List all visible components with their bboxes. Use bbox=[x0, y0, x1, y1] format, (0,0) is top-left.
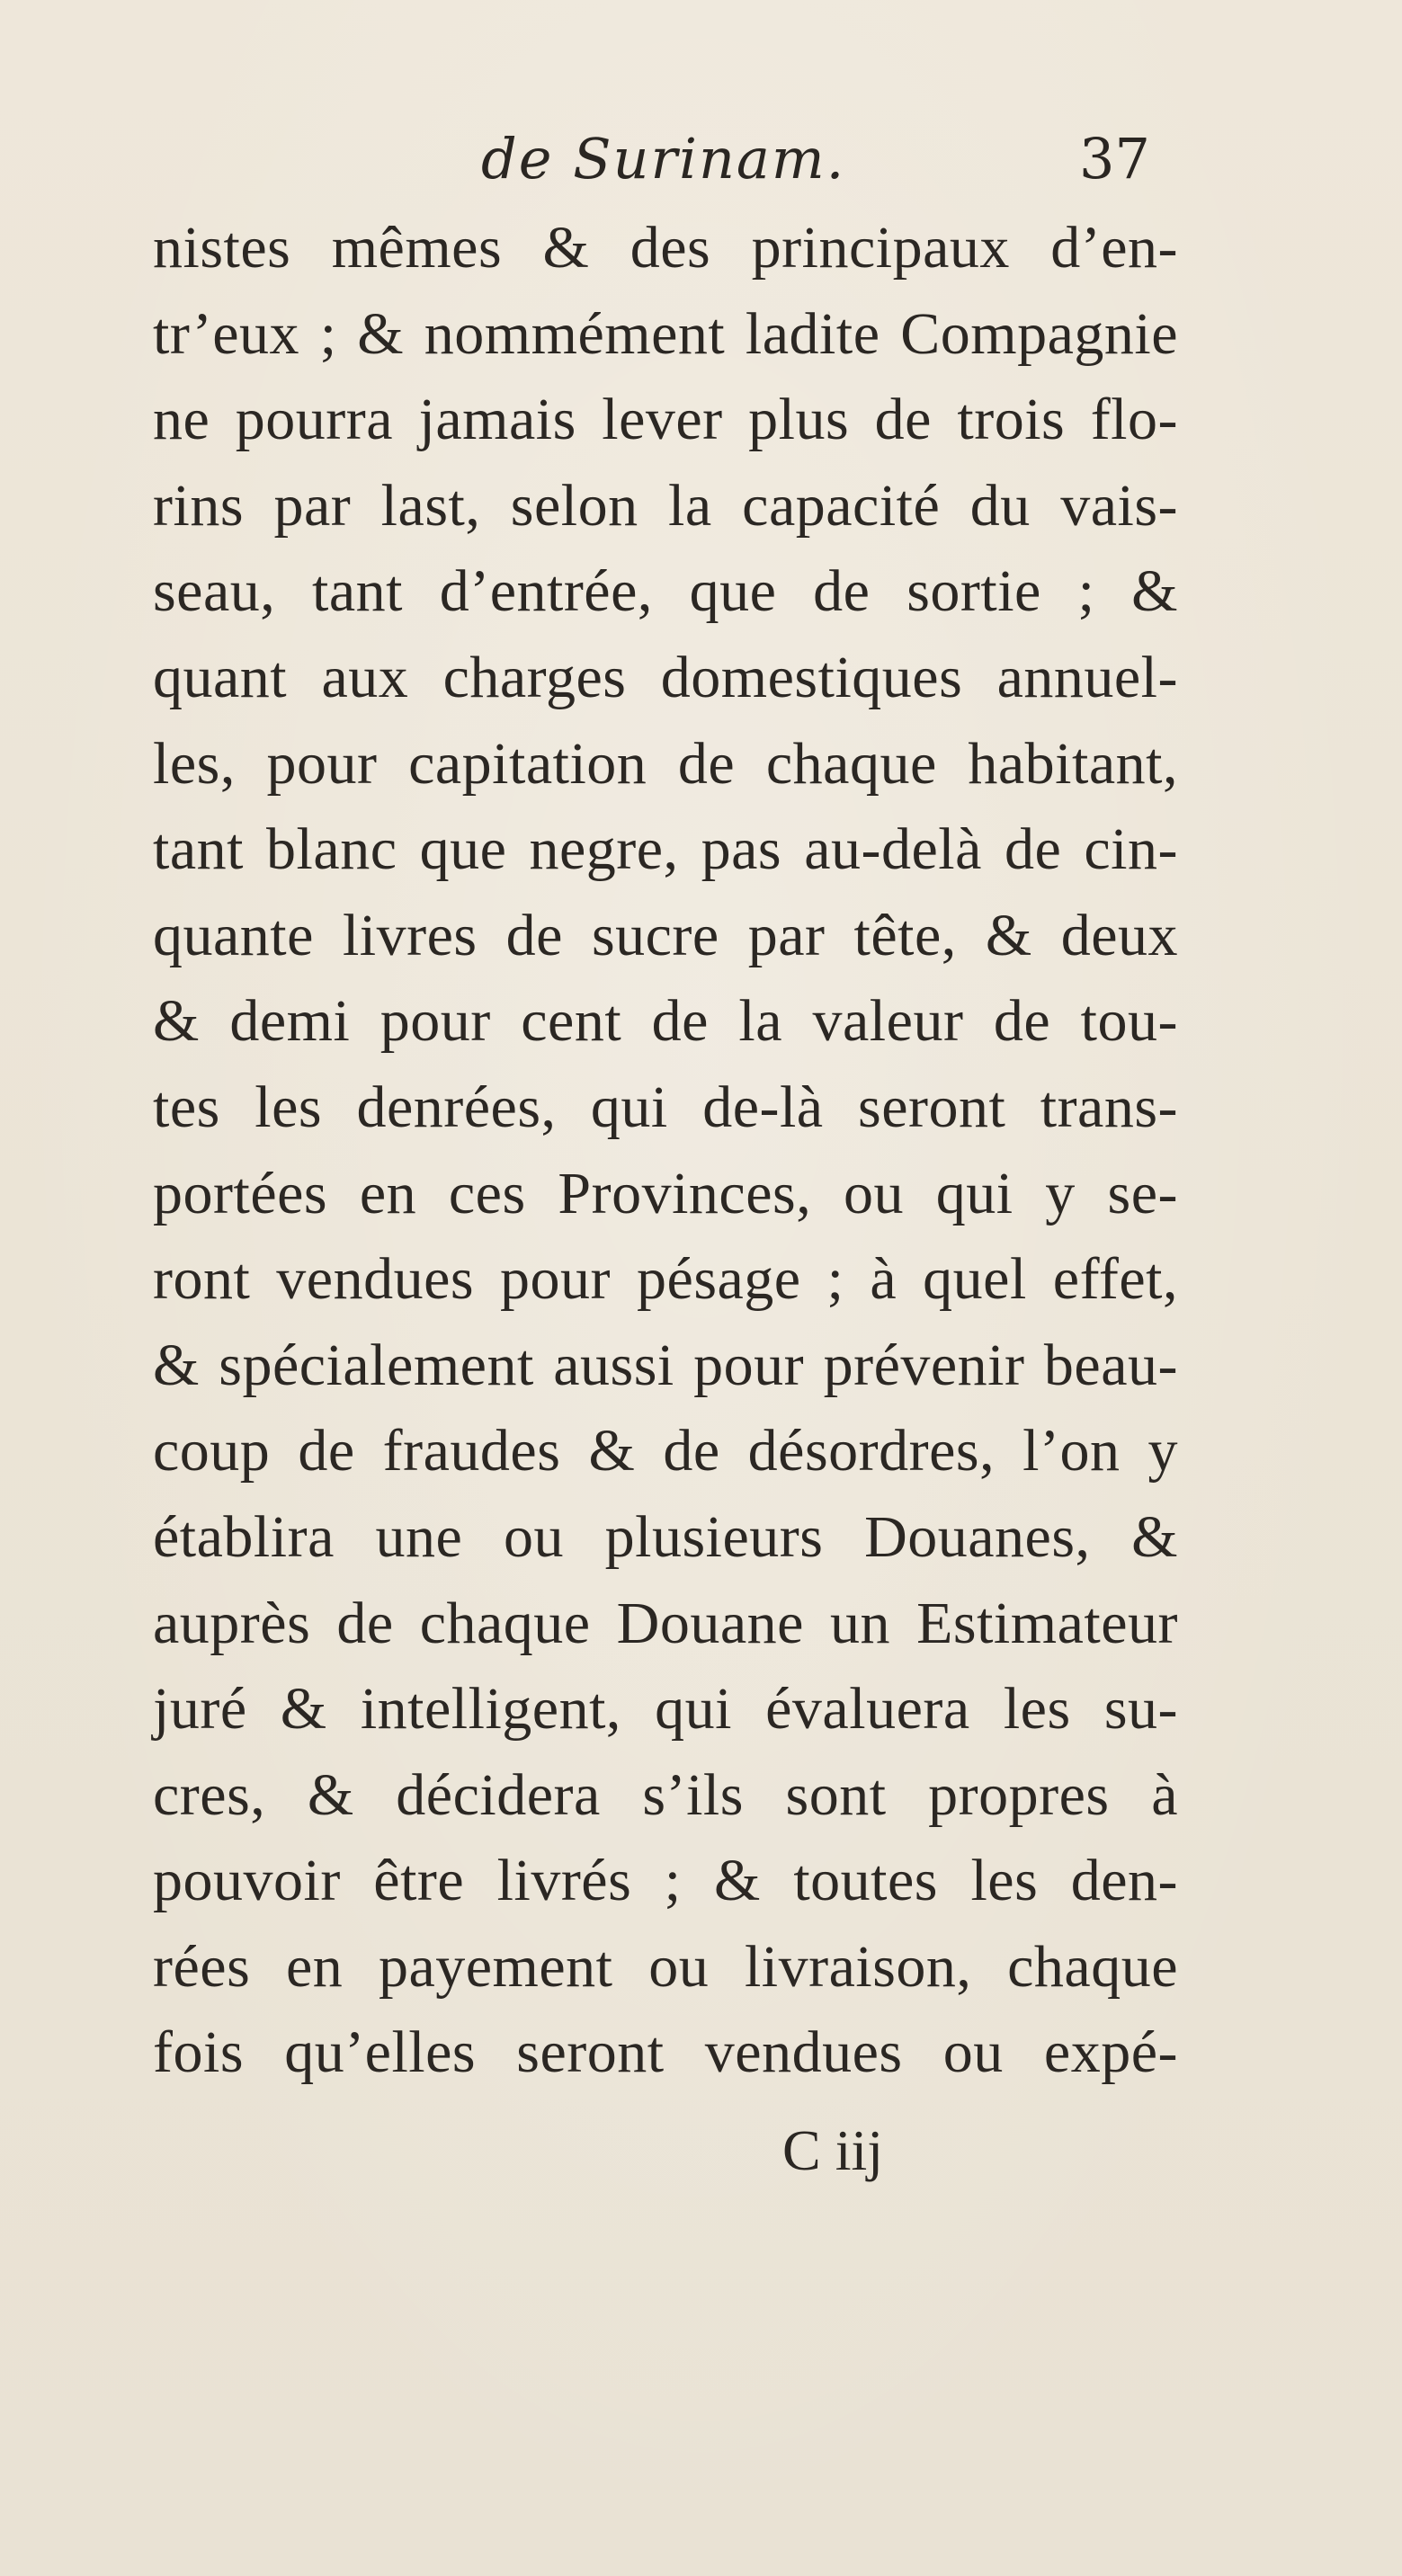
text-line: juré & intelligent, qui évaluera les su- bbox=[153, 1676, 1178, 1743]
text-line: tes les denrées, qui de-là seront trans- bbox=[153, 1074, 1178, 1140]
text-line: & demi pour cent de la valeur de tou- bbox=[153, 988, 1178, 1055]
text-line: seau, tant d’entrée, que de sortie ; & bbox=[153, 558, 1178, 625]
text-line: ne pourra jamais lever plus de trois flo- bbox=[153, 387, 1178, 453]
text-line: rins par last, selon la capacité du vais- bbox=[153, 472, 1178, 539]
text-line: rées en payement ou livraison, chaque bbox=[153, 1933, 1178, 2000]
text-line: ront vendues pour pésage ; à quel effet, bbox=[153, 1246, 1178, 1313]
running-title: de Surinam. bbox=[481, 126, 846, 192]
text-line: & spécialement aussi pour prévenir beau- bbox=[153, 1332, 1178, 1398]
text-line: tant blanc que negre, pas au-delà de cin- bbox=[153, 816, 1178, 883]
text-line: quant aux charges domestiques annuel- bbox=[153, 644, 1178, 710]
text-line: quante livres de sucre par tête, & deux bbox=[153, 902, 1178, 968]
text-line: cres, & décidera s’ils sont propres à bbox=[153, 1761, 1178, 1828]
page-header bbox=[0, 126, 1402, 216]
signature-mark: C iij bbox=[782, 2118, 884, 2182]
text-line: coup de fraudes & de désordres, l’on y bbox=[153, 1418, 1178, 1484]
text-line: nistes mêmes & des principaux d’en- bbox=[153, 215, 1178, 281]
text-line: pouvoir être livrés ; & toutes les den- bbox=[153, 1848, 1178, 1914]
body-text bbox=[153, 205, 1178, 2096]
text-line: fois qu’elles seront vendues ou expé- bbox=[153, 2019, 1178, 2086]
text-line: auprès de chaque Douane un Estimateur bbox=[153, 1590, 1178, 1656]
page-number: 37 bbox=[1079, 126, 1150, 192]
text-line: tr’eux ; & nommément ladite Compagnie bbox=[153, 300, 1178, 367]
text-line: établira une ou plusieurs Douanes, & bbox=[153, 1503, 1178, 1570]
text-line: les, pour capitation de chaque habitant, bbox=[153, 730, 1178, 797]
text-line: portées en ces Provinces, ou qui y se- bbox=[153, 1160, 1178, 1226]
